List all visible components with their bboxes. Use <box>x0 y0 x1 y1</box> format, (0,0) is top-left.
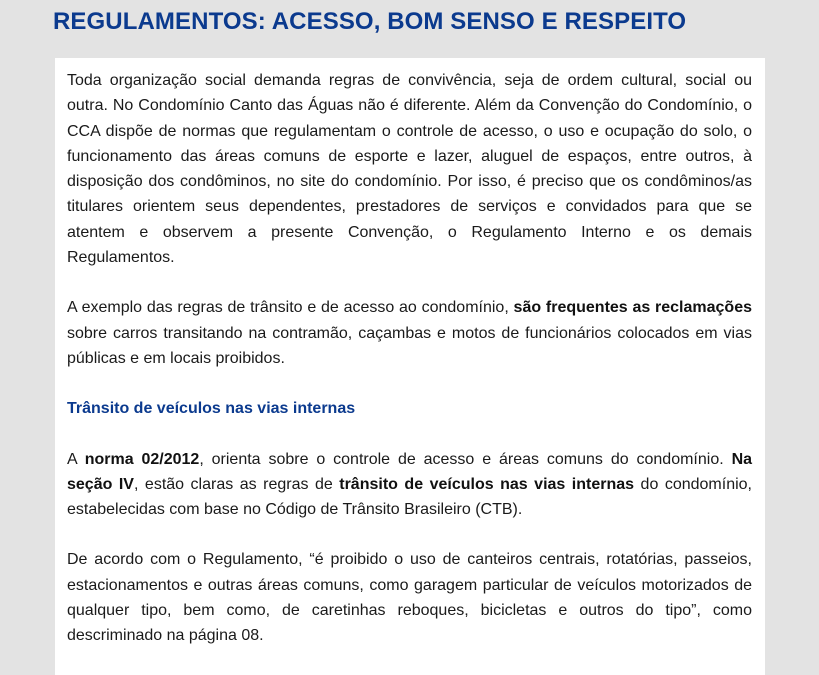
text-segment: A exemplo das regras de trânsito e de acesso ao condomínio, <box>67 299 514 317</box>
bold-segment: trânsito de veículos nas vias internas <box>339 475 635 493</box>
article-title: REGULAMENTOS: ACESSO, BOM SENSO E RESPEITO <box>53 8 687 35</box>
text-segment: , estão claras as regras de <box>133 475 340 493</box>
section-subheading: Trânsito de veículos nas vias internas <box>67 400 356 418</box>
paragraph-intro: Toda organização social demanda regras de convivência, seja de ordem cultural, social ou outra. No Condomínio Canto das Águas não é diferente. Além da Convenção do Condomínio, o CCA dispõe de normas que regulamentam o controle de acesso, o uso e ocupação do solo, o funcionamento das áreas comuns de esporte e lazer, aluguel de espaços, entre outros, à disposição dos condôminos, no site do condomínio. Por isso, é preciso que os condôminos/as titulares orientem seus dependentes, prestadores de serviços e convidados para que se atentem e observem a presente Convenção, o Regulamento Interno e os demais Regulamentos. <box>67 72 752 267</box>
article-body <box>55 58 765 675</box>
text-segment: A <box>67 450 85 468</box>
bold-segment: Na seção IV <box>67 450 753 493</box>
paragraph-norma <box>67 447 752 523</box>
paragraph-regulation-quote: De acordo com o Regulamento, “é proibido o uso de canteiros centrais, rotatórias, passeios, estacionamentos e outras áreas comuns, como garagem particular de veículos motorizados de qualquer tipo, bem como, de caretinhas reboques, bicicletas e outros do tipo”, como descriminado na página 08. <box>67 551 752 645</box>
paragraph-traffic-complaints <box>67 295 752 371</box>
text-segment: do condomínio, estabelecidas com base no Código de Trânsito Brasileiro (CTB). <box>67 475 752 519</box>
bold-segment: são frequentes as reclamações <box>513 299 752 317</box>
text-segment: , orienta sobre o controle de acesso e áreas comuns do condomínio. <box>199 450 732 468</box>
bold-segment: norma 02/2012 <box>84 450 200 468</box>
text-segment: sobre carros transitando na contramão, caçambas e motos de funcionários colocados em vias públicas e em locais proibidos. <box>67 324 752 367</box>
